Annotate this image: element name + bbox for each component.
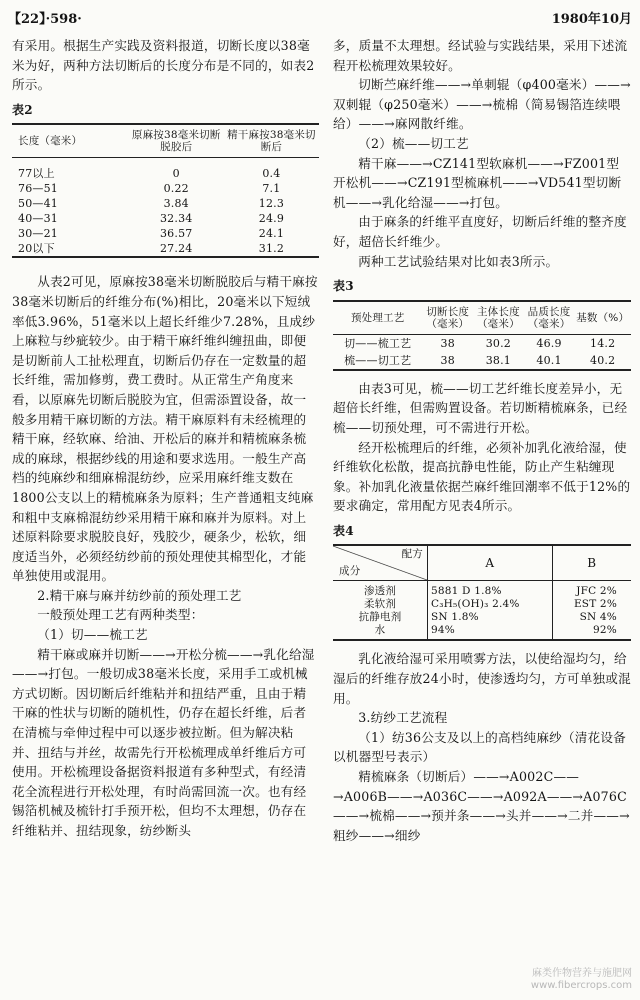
table3-header: 主体长度（毫米）: [473, 301, 524, 335]
table-cell: 30.2: [485, 336, 512, 350]
table-cell: 32.34: [159, 212, 193, 226]
page-header: [8, 4, 632, 26]
paragraph: 多，质量不太理想。经试验与实践结果，采用下述流程开松梳理效果较好。: [333, 38, 628, 73]
table2: [12, 123, 319, 258]
table4-diagonal-header: [333, 545, 428, 581]
table-cell: 切——梳工艺: [344, 336, 412, 350]
table-cell: 24.9: [258, 212, 285, 226]
table-row: [333, 334, 631, 352]
paragraph: 2.精干麻与麻并纺纱前的预处理工艺: [37, 587, 242, 603]
paragraph: 乳化液给湿可采用喷雾方法，以使给湿均匀，给湿后的纤维存放24小时，使渗透均匀，方可单独或混用。: [333, 651, 631, 706]
table4-line: 5881 D 1.8%: [431, 585, 502, 598]
table3-header: 品质长度（毫米）: [524, 301, 575, 335]
table-cell: 梳——切工艺: [344, 353, 412, 367]
table-row: [12, 196, 319, 211]
paragraph: 有采用。根据生产实践及资料报道，切断长度以38毫米为好，两种方法切断后的长度分布是不同的，如表2所示。: [12, 38, 315, 93]
table2-header-raw: 原麻按38毫米切断脱胶后: [129, 124, 224, 158]
paragraph: 从表2可见，原麻按38毫米切断脱胶后与精干麻按38毫米切断后的纤维分布(%)相比，20毫米以下短绒率低3.96%，51毫米以上超长纤维少7.28%，且成纱上麻粒与纱疵较少。由于精干麻纤维纠缠扭曲，即便是切断前人工扯松理直，切断后仍存在一定数量的超长纤维，需加修剪，费工费时。从正常生产角度来看，以原麻先切断后脱胶为宜，但需添置设备，故一般多用精干麻切断的方法。精干麻原料有未经梳理的精干麻，经软麻、给油、开松后的麻并和精梳麻条梳成的麻球，根据纱线的用途和要求选用。一般生产高档的纯麻纱和细麻棉混纺纱，应采用麻纤维支数在1800公支以上的精梳麻条为原料；生产普通粗支纯麻和粗中支麻棉混纺纱采用精干麻和麻并为原料。对上述原料除要求脱胶良好，残胶少，硬条少，松软，细度适当外，必须经纺纱前的预处理使其棉型化，才能单独使用或混用。: [12, 274, 318, 584]
table-row: [12, 181, 319, 196]
table3: [333, 300, 631, 371]
table4-line: 柔软剂: [363, 598, 397, 611]
table-cell: 40.1: [536, 353, 562, 367]
left-column: [12, 36, 319, 841]
table-cell: 40—31: [18, 212, 58, 226]
table-cell: 38: [440, 353, 455, 367]
table-cell: 27.24: [159, 242, 193, 256]
table-cell: 40.2: [590, 353, 616, 367]
table4-line: SN 4%: [579, 611, 617, 624]
table-cell: 14.2: [590, 336, 616, 350]
table-cell: 0.4: [262, 167, 281, 181]
watermark: [531, 968, 632, 992]
table-cell: 36.57: [159, 227, 193, 241]
paragraph: （1）纺36公支及以上的高档纯麻纱（清花设备以机器型号表示）: [333, 729, 626, 765]
table4-diag-bottom: 成分: [339, 565, 361, 578]
table3-header: 预处理工艺: [333, 301, 422, 335]
table-cell: 20以下: [18, 242, 55, 256]
paragraph: 3.纺纱工艺流程: [358, 710, 448, 726]
table3-header-row: [333, 301, 631, 335]
table4-line: 92%: [593, 624, 617, 637]
table-row: [12, 211, 319, 226]
watermark-url: www.fibercrops.com: [530, 980, 632, 991]
table-cell: 24.1: [258, 227, 285, 241]
table2-header-length: 长度（毫米）: [12, 124, 129, 158]
paragraph: 精梳麻条（切断后）——→A002C——→A006B——→A036C——→A092A——→A076C——→梳棉——→预并条——→头并——→二并——→粗纱——→细纱: [333, 769, 630, 843]
paragraph: 由于麻条的纤维平直度好，切断后纤维的整齐度好，超倍长纤维少。: [333, 214, 627, 249]
table4-line: 抗静电剂: [358, 611, 402, 624]
table4-line: 渗透剂: [363, 585, 397, 598]
table3-header: 基数（%）: [574, 301, 631, 335]
table4-col-a: A: [428, 545, 553, 581]
table2-label: 表2: [12, 102, 33, 117]
table4-body-row: [333, 581, 631, 641]
table4-line: JFC 2%: [576, 585, 617, 598]
issue-date: 1980年10月: [551, 12, 632, 27]
paragraph: 两种工艺试验结果对比如表3所示。: [358, 253, 559, 269]
table-cell: 7.1: [262, 182, 281, 196]
table-cell: 12.3: [258, 197, 285, 211]
paragraph: 切断苎麻纤维——→单刺辊（φ400毫米）——→双刺辊（φ250毫米）——→梳棉（简易锡箔连续喂给）——→麻网散纤维。: [333, 77, 631, 132]
table4-diag-top: 配方: [401, 548, 423, 561]
table-row: [333, 352, 631, 370]
table-cell: 0.22: [163, 182, 189, 196]
paragraph: 精干麻或麻并切断——→开松分梳——→乳化给湿——→打包。一般切成38毫米长度，采用手工或机械方式切断。因切断后纤维粘并和扭结严重，且由于精干麻的性状与切断的随机性，仍存在超长纤维，后者在清梳与牵伸过程中可以逐步被拉断。但为解决粘并、扭结与并丝，故需先行开松梳理成单纤维后方可使用。开松梳理设备据资料报道有多种型式，有经清花全流程进行开松处理，有时尚需回流一次。也有经锡箔机械及梳针打手预开松，但均不太理想，仍存在纤维粘并、扭结现象，纺纱断头: [12, 646, 315, 838]
table4-names: [333, 581, 428, 641]
table-row: [12, 241, 319, 257]
table-cell: 76—51: [18, 182, 58, 196]
table4-line: 94%: [431, 624, 455, 637]
table4-label: 表4: [333, 523, 354, 538]
table-cell: 77以上: [18, 167, 55, 181]
table4-line: C₃H₅(OH)₃ 2.4%: [431, 598, 520, 611]
table4-line: EST 2%: [573, 598, 617, 611]
table4-line: SN 1.8%: [431, 611, 479, 624]
table-cell: 46.9: [536, 336, 562, 350]
table-cell: 50—41: [18, 197, 58, 211]
paragraph: 一般预处理工艺有两种类型：: [37, 607, 204, 623]
table4: [333, 544, 631, 641]
page-number: 【22】·598·: [8, 12, 82, 27]
table-cell: 38.1: [485, 353, 512, 367]
right-column: [333, 36, 631, 845]
paragraph: 精干麻——→CZ141型软麻机——→FZ001型开松机——→CZ191型梳麻机——→VD541型切断机——→乳化给湿——→打包。: [333, 155, 622, 210]
paragraph: （1）切——梳工艺: [37, 627, 148, 643]
paragraph: 经开松梳理后的纤维，必须补加乳化液给湿，使纤维软化松散，提高抗静电性能，防止产生粘缠现象。补加乳化液量依据苎麻纤维回潮率不低于12%的要求确定，常用配方见表4所示。: [333, 439, 631, 514]
table4-a-values: [428, 581, 553, 641]
table3-label: 表3: [333, 279, 354, 294]
table-cell: 30—21: [18, 227, 58, 241]
table-cell: 3.84: [163, 197, 189, 211]
table4-line: 水: [374, 624, 386, 637]
table4-col-b: B: [552, 545, 631, 581]
paragraph: （2）梳——切工艺: [358, 135, 469, 151]
table-cell: 0: [172, 167, 180, 181]
table-cell: 31.2: [258, 242, 285, 256]
table-row: [12, 158, 319, 182]
table4-header-row: [333, 545, 631, 581]
table2-header-degummed: 精干麻按38毫米切断后: [224, 124, 319, 158]
table-row: [12, 226, 319, 241]
table3-header: 切断长度（毫米）: [422, 301, 473, 335]
paragraph: 由表3可见，梳——切工艺纤维长度差异小，无超倍长纤维，但需购置设备。若切断精梳麻条，已经梳——切预处理，可不需进行开松。: [333, 380, 628, 435]
table2-header-row: [12, 124, 319, 158]
table4-b-values: [552, 581, 631, 641]
table-cell: 38: [440, 336, 455, 350]
watermark-title: 麻类作物营养与施肥网: [532, 968, 632, 979]
